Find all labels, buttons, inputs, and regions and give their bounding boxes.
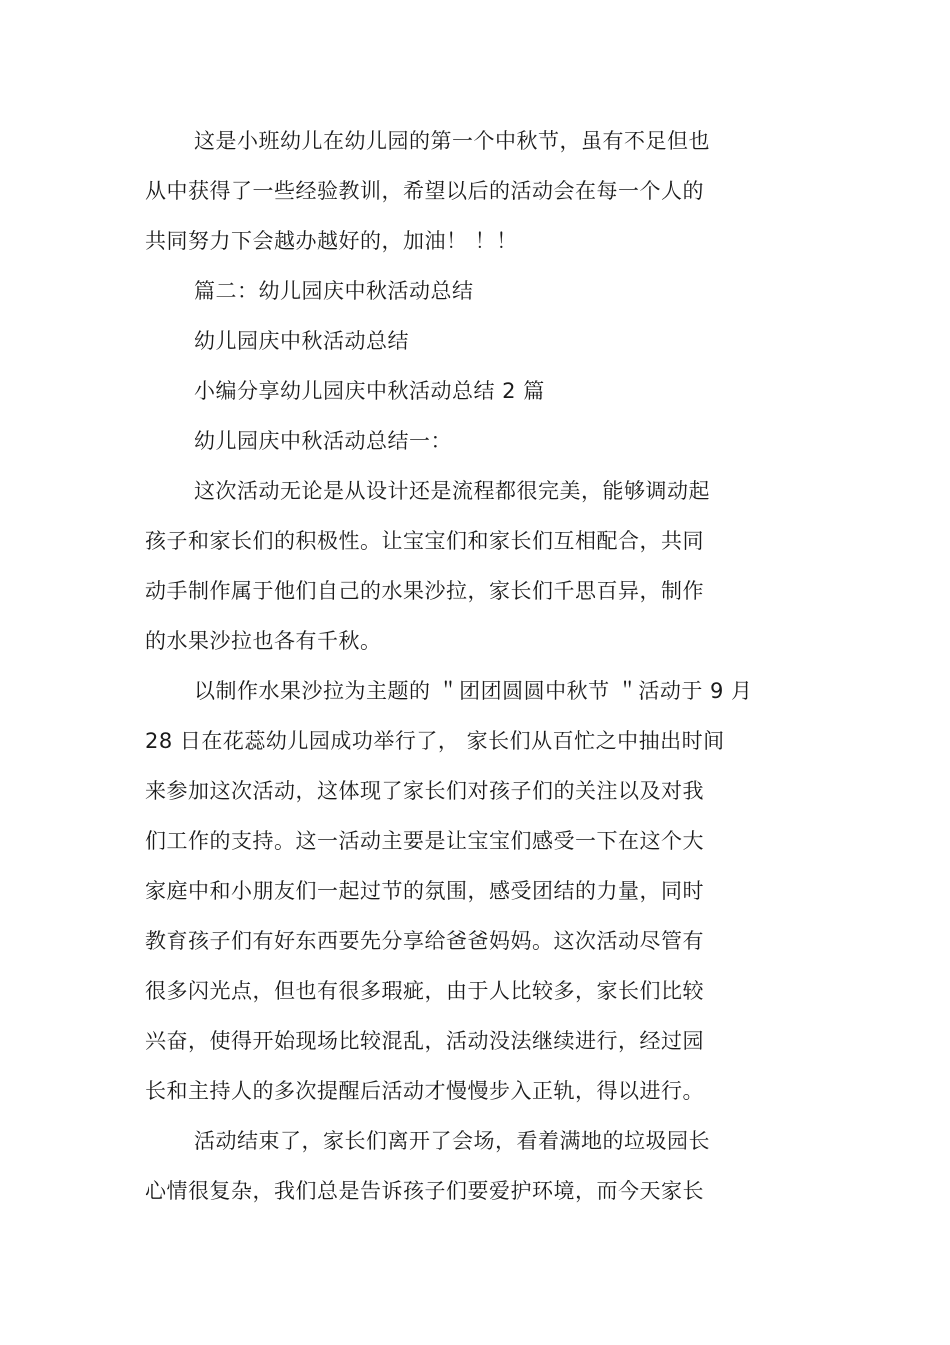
text-line: 以制作水果沙拉为主题的 ＂团团圆圆中秋节 ＂活动于 9 月 [194,679,753,703]
text-line: 来参加这次活动，这体现了家长们对孩子们的关注以及对我 [145,779,704,803]
article-subtitle: 小编分享幼儿园庆中秋活动总结 2 篇 [194,379,545,403]
text-line: 们工作的支持。这一活动主要是让宝宝们感受一下在这个大 [145,829,704,853]
text-line: 兴奋，使得开始现场比较混乱，活动没法继续进行，经过园 [145,1029,704,1053]
text-line: 共同努力下会越办越好的，加油！ ！！ [145,229,518,253]
text-line: 28 日在花蕊幼儿园成功举行了， 家长们从百忙之中抽出时间 [145,729,725,753]
text-line: 动手制作属于他们自己的水果沙拉，家长们千思百异，制作 [145,579,704,603]
text-line: 家庭中和小朋友们一起过节的氛围，感受团结的力量，同时 [145,879,704,903]
text-line: 很多闪光点，但也有很多瑕疵，由于人比较多，家长们比较 [145,979,704,1003]
text-line: 的水果沙拉也各有千秋。 [145,629,382,653]
text-line: 教育孩子们有好东西要先分享给爸爸妈妈。这次活动尽管有 [145,929,704,953]
text-line: 活动结束了，家长们离开了会场，看着满地的垃圾园长 [194,1129,710,1153]
text-line: 从中获得了一些经验教训，希望以后的活动会在每一个人的 [145,179,704,203]
article-title: 幼儿园庆中秋活动总结 [194,329,409,353]
section-heading: 篇二：幼儿园庆中秋活动总结 [194,279,474,303]
text-line: 心情很复杂，我们总是告诉孩子们要爱护环境，而今天家长 [145,1179,704,1203]
text-line: 这是小班幼儿在幼儿园的第一个中秋节，虽有不足但也 [194,129,710,153]
text-line: 长和主持人的多次提醒后活动才慢慢步入正轨，得以进行。 [145,1079,704,1103]
subsection-heading: 幼儿园庆中秋活动总结一： [194,429,452,453]
text-line: 这次活动无论是从设计还是流程都很完美，能够调动起 [194,479,710,503]
text-line: 孩子和家长们的积极性。让宝宝们和家长们互相配合，共同 [145,529,704,553]
